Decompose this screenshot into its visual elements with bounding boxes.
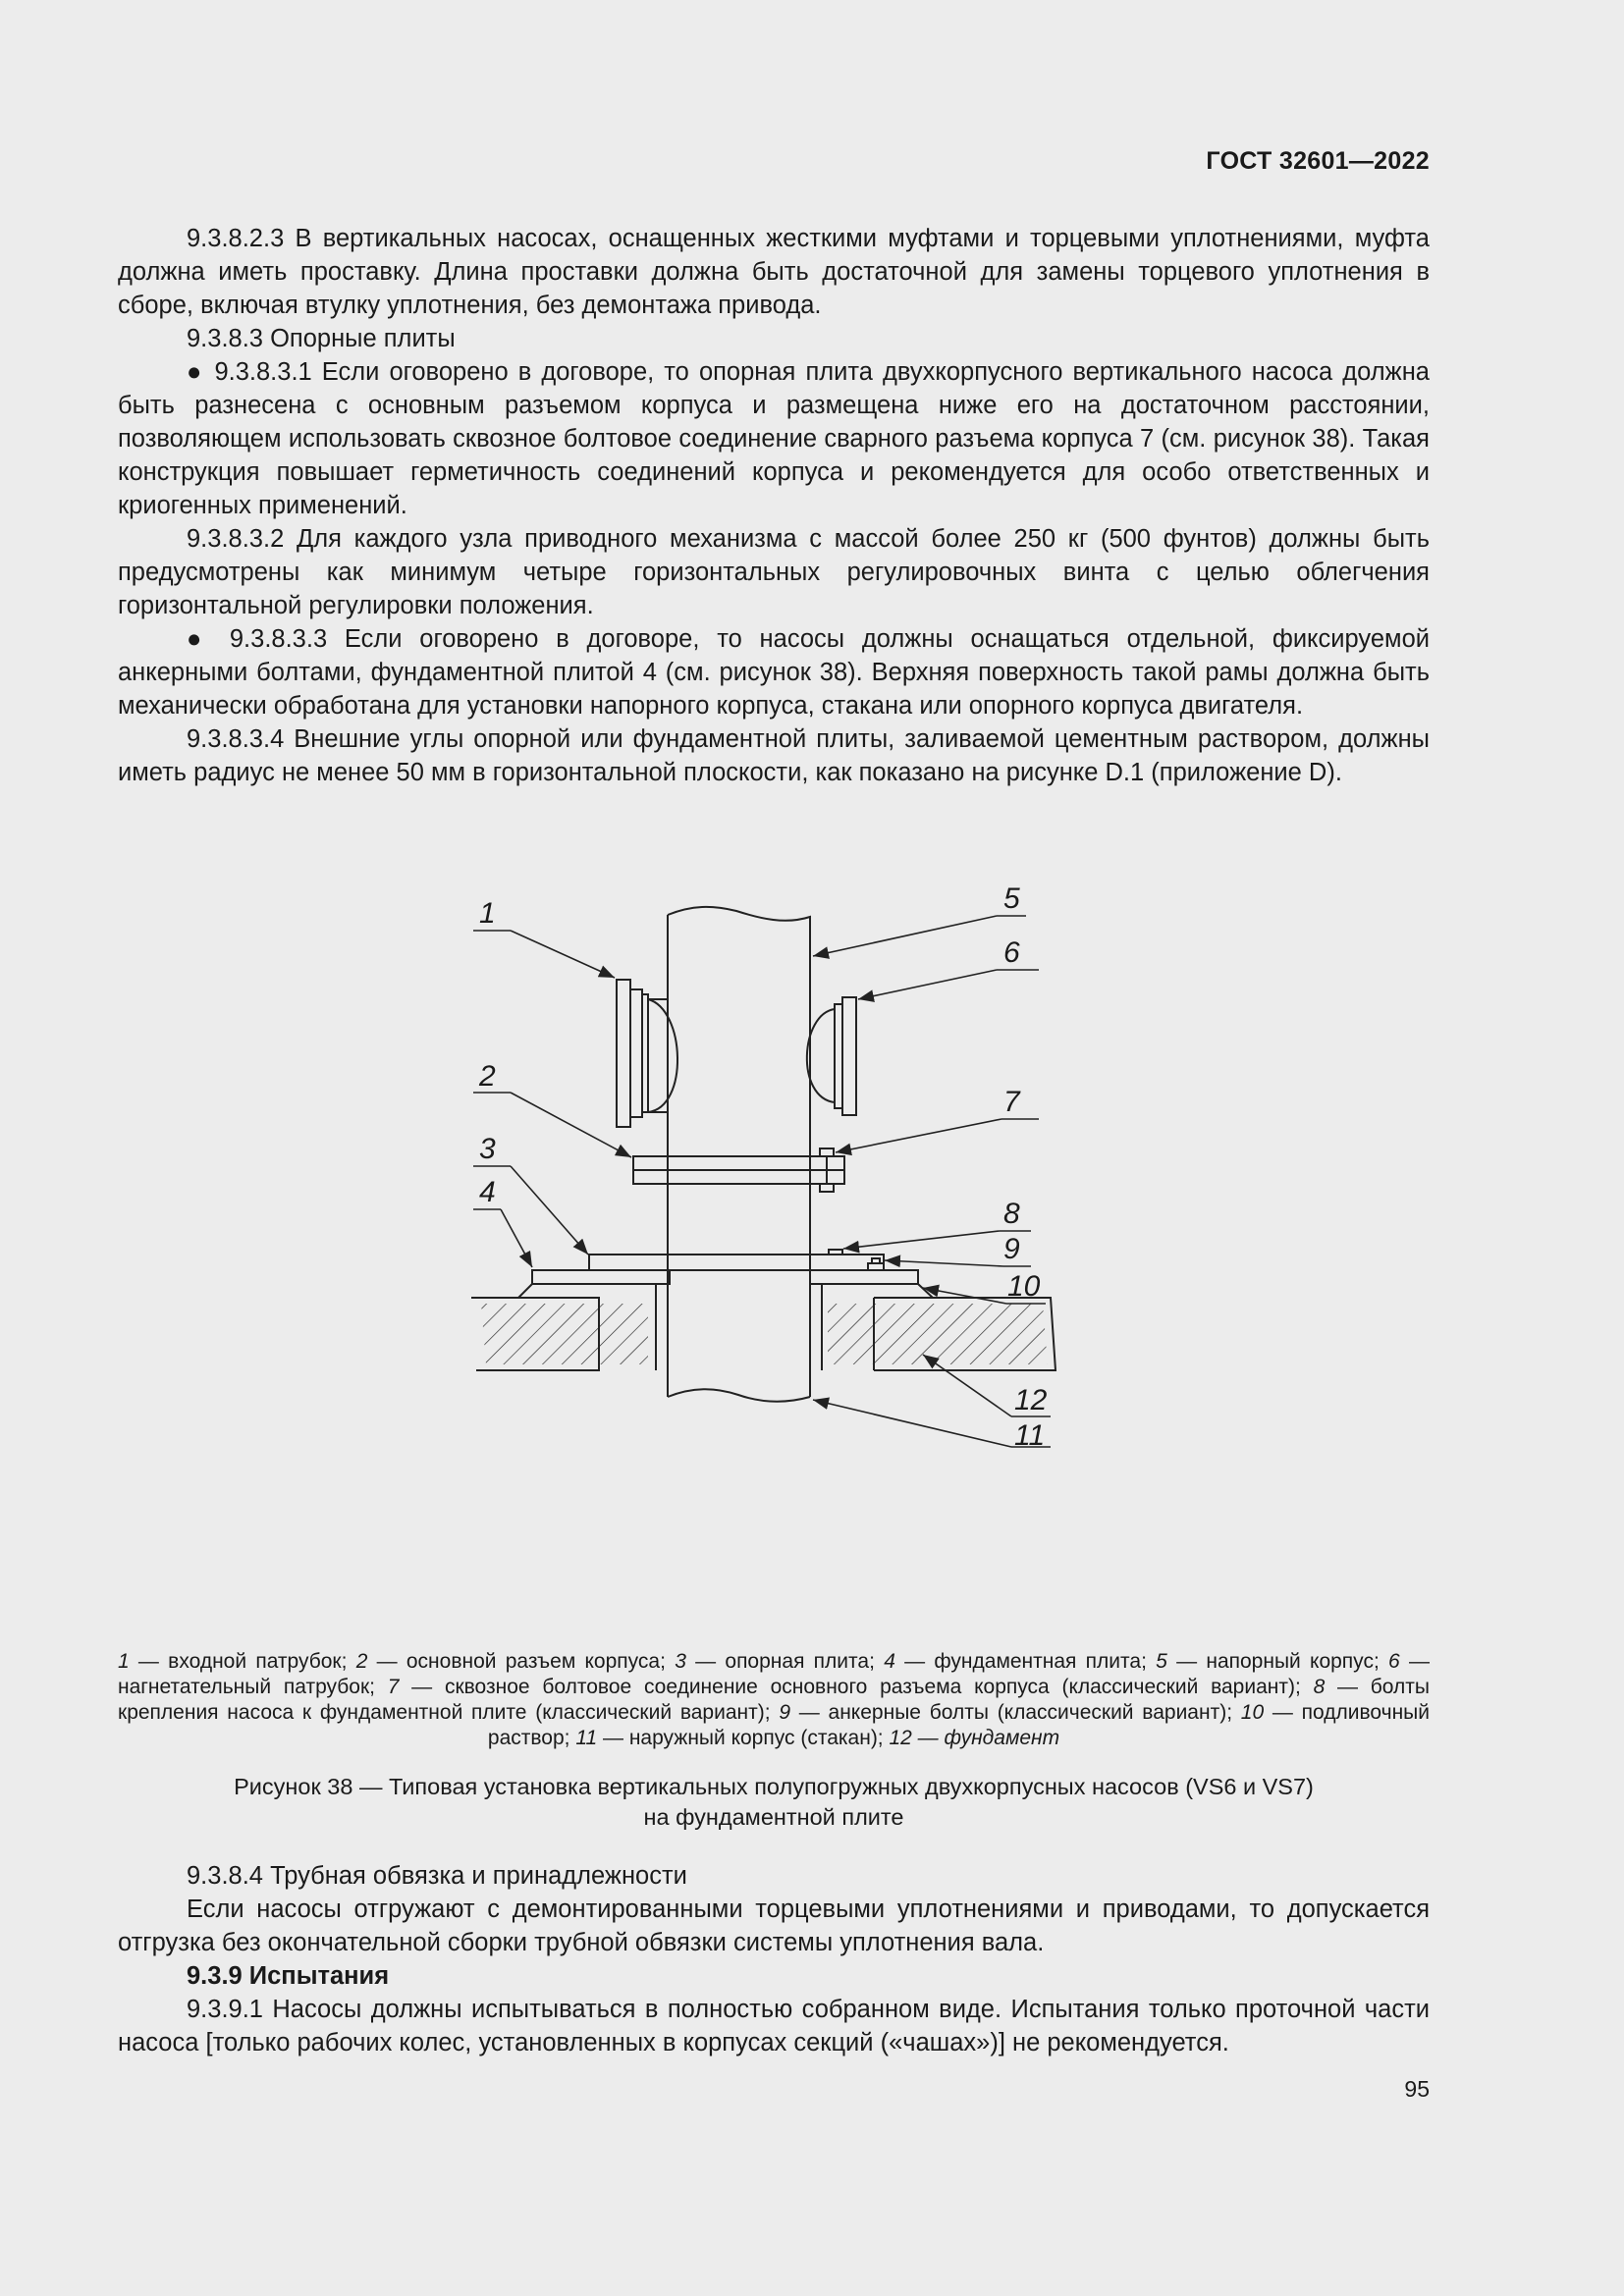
body-text-bottom [118, 1859, 1430, 2059]
legend-text: — опорная плита; [685, 1650, 885, 1673]
callout-4: 4 [479, 1176, 496, 1208]
legend-text: — фундамент [911, 1727, 1060, 1749]
callout-9: 9 [1003, 1233, 1020, 1265]
legend-num: 8 [1313, 1676, 1326, 1698]
caption-line-2: на фундаментной плите [643, 1804, 904, 1830]
legend-text: — основной разъем корпуса; [367, 1650, 676, 1673]
legend-num: 12 [889, 1727, 912, 1749]
callout-11: 11 [1014, 1419, 1046, 1452]
paragraph: 9.3.8.3.2 Для каждого узла приводного механизма с массой более 250 кг (500 фунтов) должны быть предусмотрены как минимум четыре горизонтальных регулировочных винта с целью облегчения горизонтальной регулировки положения. [118, 525, 1430, 619]
legend-num: 9 [779, 1701, 791, 1724]
callout-3: 3 [479, 1133, 496, 1165]
caption-line-1: Рисунок 38 — Типовая установка вертикальных полупогружных двухкорпусных насосов (VS6 и VS7) [234, 1774, 1314, 1799]
callout-12: 12 [1014, 1384, 1048, 1416]
callout-2: 2 [479, 1060, 496, 1093]
legend-text: — анкерные болты (классический вариант); [790, 1701, 1241, 1724]
paragraph: 9.3.9.1 Насосы должны испытываться в полностью собранном виде. Испытания только проточной части насоса [только рабочих колес, установленных в корпусах секций («чашах»)] не рекомендуется. [118, 1996, 1430, 2056]
legend-text: — нагнетательный патрубок; [118, 1650, 1430, 1698]
figure-38-drawing [461, 862, 1090, 1608]
legend-num: 6 [1388, 1650, 1400, 1673]
outer-casing-bottom-break [668, 1389, 810, 1401]
legend-num: 11 [575, 1727, 598, 1749]
legend-num: 4 [884, 1650, 895, 1673]
legend-text: — болты крепления насоса к фундаментной плите (классический вариант); [118, 1676, 1430, 1724]
figure-legend [118, 1649, 1430, 1751]
body-text-top [118, 222, 1430, 789]
paragraph: 9.3.8.3.4 Внешние углы опорной или фундаментной плиты, заливаемой цементным раствором, должны иметь радиус не менее 50 мм в горизонтальной плоскости, как показано на рисунке D.1 (приложение D). [118, 725, 1430, 786]
callout-6: 6 [1003, 936, 1020, 969]
legend-num: 3 [675, 1650, 686, 1673]
callout-10: 10 [1007, 1270, 1041, 1303]
figure-caption [118, 1772, 1430, 1833]
legend-num: 10 [1240, 1701, 1265, 1724]
discharge-casing-top-break [668, 907, 810, 1068]
section-heading: 9.3.8.3 Опорные плиты [187, 325, 456, 352]
legend-text: — входной патрубок; [129, 1650, 356, 1673]
section-heading-bold: 9.3.9 Испытания [187, 1962, 390, 1990]
legend-num: 2 [355, 1650, 368, 1673]
section-heading: 9.3.8.4 Трубная обвязка и принадлежности [187, 1862, 687, 1890]
legend-text: — сквозное болтовое соединение основного разъема корпуса (классический вариант); [399, 1676, 1314, 1698]
page-number: 95 [1404, 2076, 1430, 2102]
legend-text: — подливочный раствор; [487, 1701, 1431, 1749]
paragraph: ● 9.3.8.3.1 Если оговорено в договоре, то опорная плита двухкорпусного вертикального насоса должна быть разнесена с основным разъемом корпуса и размещена ниже его на достаточном расстоянии, позволяющем использовать сквозное болтовое соединение сварного разъема корпуса 7 (см. рисунок 38). Такая конструкция повышает герметичность соединений корпуса и рекомендуется для особо ответственных и криогенных применений. [118, 358, 1430, 519]
legend-num: 7 [387, 1676, 400, 1698]
legend-text: — наружный корпус (стакан); [597, 1727, 890, 1749]
paragraph: 9.3.8.2.3 В вертикальных насосах, оснащенных жесткими муфтами и торцевыми уплотнениями, муфта должна иметь проставку. Длина проставки должна быть достаточной для замены торцевого уплотнения в сборе, включая втулку уплотнения, без демонтажа привода. [118, 225, 1430, 319]
callout-8: 8 [1003, 1198, 1020, 1230]
document-header: ГОСТ 32601—2022 [1206, 147, 1430, 175]
legend-num: 5 [1156, 1650, 1167, 1673]
callout-1: 1 [479, 897, 496, 930]
legend-text: — напорный корпус; [1166, 1650, 1389, 1673]
legend-num: 1 [118, 1650, 130, 1673]
paragraph: Если насосы отгружают с демонтированными торцевыми уплотнениями и приводами, то допускается отгрузка без окончательной сборки трубной обвязки системы уплотнения вала. [118, 1896, 1430, 1956]
paragraph: ● 9.3.8.3.3 Если оговорено в договоре, то насосы должны оснащаться отдельной, фиксируемой анкерными болтами, фундаментной плитой 4 (см. рисунок 38). Верхняя поверхность такой рамы должна быть механически обработана для установки напорного корпуса, стакана или опорного корпуса двигателя. [118, 625, 1430, 720]
legend-text: — фундаментная плита; [894, 1650, 1157, 1673]
callout-7: 7 [1003, 1086, 1020, 1118]
pump-installation-diagram [461, 862, 1090, 1608]
callout-5: 5 [1003, 882, 1020, 915]
